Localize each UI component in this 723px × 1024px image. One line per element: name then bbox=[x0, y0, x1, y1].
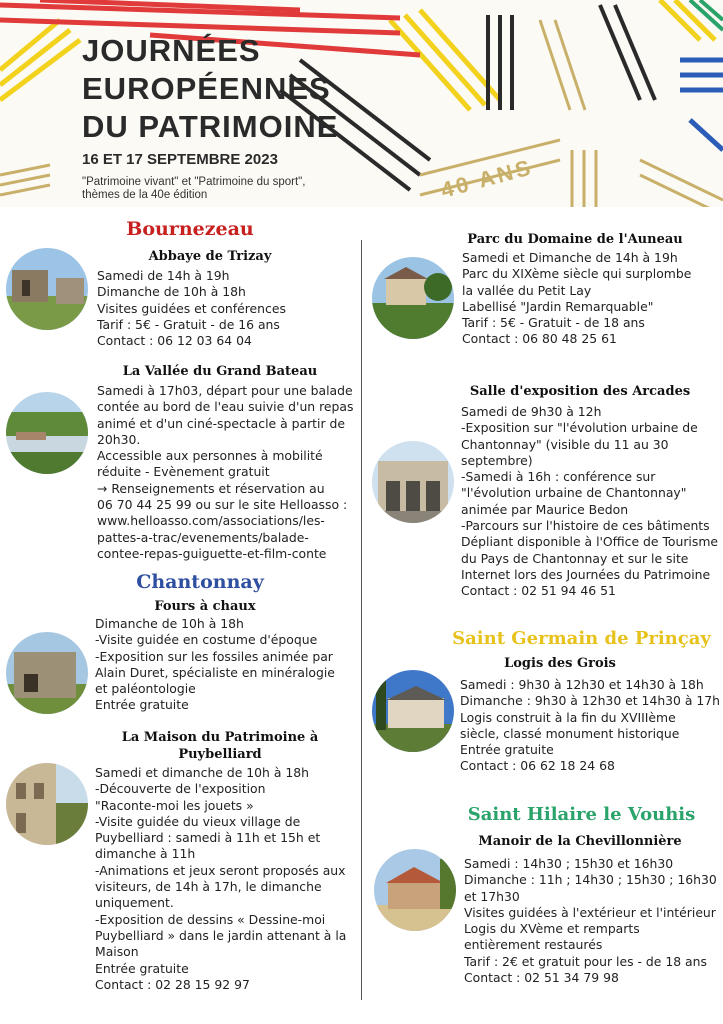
town-saint-hilaire: Saint Hilaire le Vouhis bbox=[467, 804, 696, 825]
maison-line: "Raconte-moi les jouets » bbox=[95, 797, 254, 813]
fours-line: Entrée gratuite bbox=[95, 697, 189, 713]
vallee-line: → Renseignements et réservation au bbox=[97, 480, 325, 496]
logis-line: Samedi : 9h30 à 12h30 et 14h30 à 18h bbox=[460, 677, 704, 692]
logis-line: Logis construit à la fin du XVIIIème bbox=[460, 709, 676, 725]
manoir-line: Contact : 02 51 34 79 98 bbox=[464, 970, 619, 986]
maison-line: Contact : 02 28 15 92 97 bbox=[95, 976, 250, 992]
manoir-line: et 17h30 bbox=[464, 888, 520, 904]
auneau-line: Labellisé "Jardin Remarquable" bbox=[462, 298, 654, 314]
site-title-auneau: Parc du Domaine de l'Auneau bbox=[467, 232, 683, 247]
abbaye-info bbox=[97, 268, 286, 349]
vallee-link-line[interactable]: www.helloasso.com/associations/les- bbox=[97, 513, 325, 529]
title-line-2: EUROPÉENNES bbox=[82, 71, 331, 106]
title-line-3: DU PATRIMOINE bbox=[82, 109, 339, 144]
site-title-maison-1: La Maison du Patrimoine à bbox=[121, 730, 319, 745]
auneau-photo bbox=[372, 257, 454, 339]
town-bournezeau: Bournezeau bbox=[126, 218, 254, 240]
maison-line: dimanche à 11h bbox=[95, 846, 196, 862]
header-banner bbox=[0, 0, 723, 207]
site-title-fours: Fours à chaux bbox=[154, 599, 256, 614]
vallee-line: 20h30. bbox=[97, 431, 141, 447]
arcades-line: Contact : 02 51 94 46 51 bbox=[461, 583, 616, 599]
vallee-line: animé et d'un ciné-spectacle à partir de bbox=[97, 415, 345, 431]
manoir-info bbox=[464, 856, 717, 986]
town-chantonnay: Chantonnay bbox=[136, 571, 264, 593]
arcades-line: "l'évolution urbaine de Chantonnay" bbox=[461, 485, 687, 501]
abbaye-line: Samedi de 14h à 19h bbox=[97, 268, 230, 283]
vallee-link-line[interactable]: pattes-a-trac/evenements/balade- bbox=[97, 529, 309, 545]
maison-line: Samedi et dimanche de 10h à 18h bbox=[95, 765, 310, 780]
site-title-abbaye: Abbaye de Trizay bbox=[148, 249, 272, 264]
manoir-line: Visites guidées à l'extérieur et l'intérieur bbox=[464, 904, 716, 920]
vallee-line: 06 70 44 25 99 ou sur le site Helloasso : bbox=[97, 497, 348, 513]
event-dates: 16 ET 17 SEPTEMBRE 2023 bbox=[82, 151, 278, 168]
auneau-line: Tarif : 5€ - Gratuit - de 18 ans bbox=[462, 315, 645, 331]
arcades-info bbox=[461, 404, 718, 600]
site-title-logis: Logis des Grois bbox=[504, 656, 616, 671]
logis-photo bbox=[372, 670, 454, 752]
manoir-line: entièrement restaurés bbox=[464, 937, 603, 953]
manoir-line: Logis du XVème et remparts bbox=[464, 921, 640, 937]
theme-line-1: "Patrimoine vivant" et "Patrimoine du sport", bbox=[82, 176, 306, 188]
vallee-line: Accessible aux personnes à mobilité bbox=[97, 448, 323, 464]
logis-line: Contact : 06 62 18 24 68 bbox=[460, 758, 615, 774]
arcades-line: Internet lors des Journées du Patrimoine bbox=[461, 566, 711, 582]
vallee-info bbox=[97, 383, 353, 562]
manoir-line: Dimanche : 11h ; 14h30 ; 15h30 ; 16h30 bbox=[464, 872, 717, 888]
fours-info bbox=[95, 616, 335, 714]
arcades-line: Samedi de 9h30 à 12h bbox=[461, 404, 602, 419]
manoir-line: Tarif : 2€ et gratuit pour les - de 18 ans bbox=[464, 953, 707, 969]
maison-line: Puybelliard » dans le jardin attenant à la bbox=[95, 927, 347, 943]
arcades-line: -Parcours sur l'histoire de ces bâtiments bbox=[461, 518, 710, 534]
site-title-manoir: Manoir de la Chevillonnière bbox=[478, 834, 682, 849]
logis-line: Entrée gratuite bbox=[460, 742, 554, 758]
arcades-line: septembre) bbox=[461, 452, 533, 468]
abbaye-line: Dimanche de 10h à 18h bbox=[97, 284, 246, 300]
site-title-vallee: La Vallée du Grand Bateau bbox=[122, 364, 318, 379]
vallee-photo bbox=[6, 392, 88, 474]
logis-info bbox=[460, 677, 720, 775]
maison-info bbox=[95, 765, 346, 993]
arcades-line: -Samedi à 16h : conférence sur bbox=[461, 469, 656, 485]
fours-line: -Exposition sur les fossiles animée par bbox=[95, 648, 333, 664]
abbaye-line: Contact : 06 12 03 64 04 bbox=[97, 333, 252, 349]
site-title-arcades: Salle d'exposition des Arcades bbox=[469, 384, 691, 399]
auneau-line: Samedi et Dimanche de 14h à 19h bbox=[462, 250, 678, 265]
fours-line: Dimanche de 10h à 18h bbox=[95, 616, 244, 631]
maison-line: Maison bbox=[95, 944, 139, 960]
arcades-line: animée par Maurice Bedon bbox=[461, 501, 629, 517]
auneau-line: Parc du XIXème siècle qui surplombe bbox=[462, 266, 692, 282]
arcades-line: -Exposition sur "l'évolution urbaine de bbox=[461, 420, 698, 436]
site-title-maison-2: Puybelliard bbox=[178, 747, 262, 762]
fours-photo bbox=[6, 632, 88, 714]
fours-line: Alain Duret, spécialiste en minéralogie bbox=[95, 664, 335, 680]
arcades-line: Dépliant disponible à l'Office de Tourisme bbox=[461, 534, 719, 550]
arcades-line: du Pays de Chantonnay et sur le site bbox=[461, 550, 689, 566]
abbaye-photo bbox=[6, 248, 88, 330]
maison-line: uniquement. bbox=[95, 895, 174, 911]
arcades-line: Chantonnay" (visible du 11 au 30 bbox=[461, 436, 669, 452]
arcades-photo bbox=[372, 441, 454, 523]
vallee-link-line[interactable]: contee-repas-guiguette-et-film-conte bbox=[97, 545, 327, 561]
auneau-info bbox=[462, 250, 691, 348]
fours-line: -Visite guidée en costume d'époque bbox=[95, 632, 318, 648]
anniversary-badge: 40 ANS bbox=[438, 154, 536, 203]
logis-line: siècle, classé monument historique bbox=[460, 725, 680, 741]
maison-line: -Visite guidée du vieux village de bbox=[95, 813, 301, 829]
maison-line: -Découverte de l'exposition bbox=[95, 781, 266, 797]
fours-line: et paléontologie bbox=[95, 681, 196, 697]
logis-line: Dimanche : 9h30 à 12h30 et 14h30 à 17h bbox=[460, 693, 721, 709]
abbaye-line: Visites guidées et conférences bbox=[97, 300, 286, 316]
maison-line: Puybelliard : samedi à 11h et 15h et bbox=[95, 830, 321, 846]
maison-line: Entrée gratuite bbox=[95, 960, 189, 976]
vallee-line: contée au bord de l'eau suivie d'un repas bbox=[97, 399, 354, 415]
maison-line: -Animations et jeux seront proposés aux bbox=[95, 862, 346, 878]
auneau-line: la vallée du Petit Lay bbox=[462, 282, 592, 298]
vallee-line: Samedi à 17h03, départ pour une balade bbox=[97, 383, 353, 398]
abbaye-line: Tarif : 5€ - Gratuit - de 16 ans bbox=[97, 316, 280, 332]
manoir-line: Samedi : 14h30 ; 15h30 et 16h30 bbox=[464, 856, 674, 871]
maison-line: -Exposition de dessins « Dessine-moi bbox=[95, 911, 326, 927]
theme-line-2: thèmes de la 40e édition bbox=[82, 189, 208, 201]
title-line-1: JOURNÉES bbox=[82, 33, 261, 68]
maison-line: visiteurs, de 14h à 17h, le dimanche bbox=[95, 879, 322, 895]
vallee-line: réduite - Evènement gratuit bbox=[97, 464, 270, 480]
auneau-line: Contact : 06 80 48 25 61 bbox=[462, 331, 617, 347]
manoir-photo bbox=[374, 849, 456, 931]
maison-photo bbox=[6, 763, 88, 845]
column-divider bbox=[361, 240, 362, 1000]
town-saint-germain: Saint Germain de Prinçay bbox=[452, 628, 711, 649]
